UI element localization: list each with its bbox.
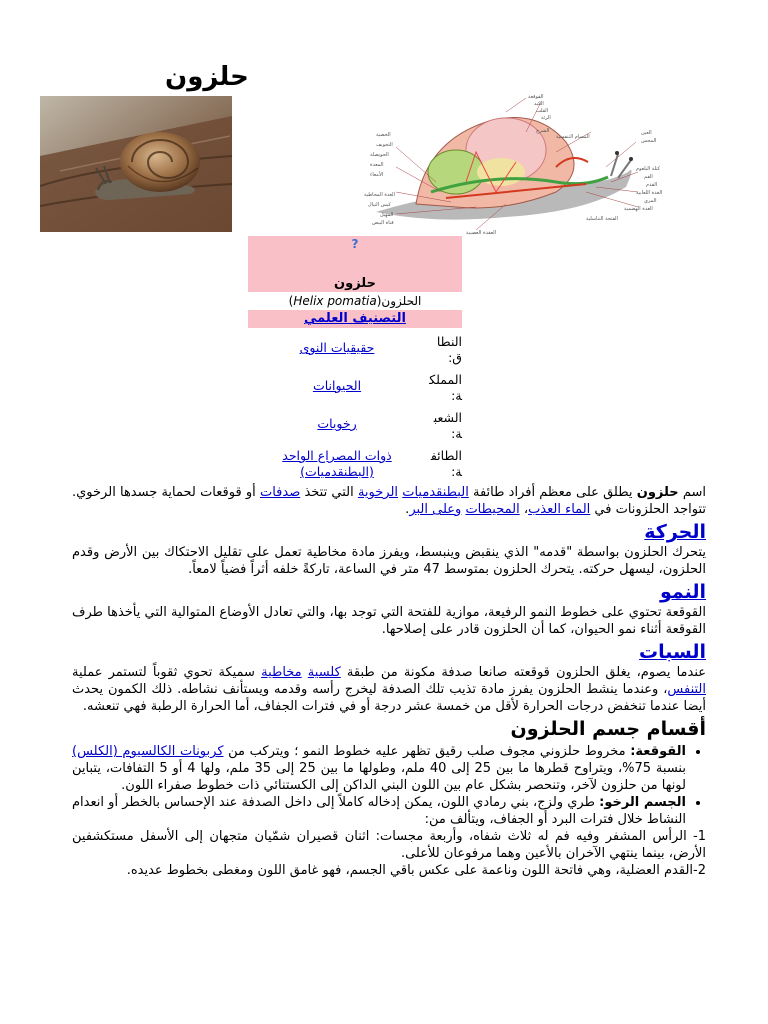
hibernation-text: ، وعندما ينشط الحلزون يفرز مادة تذيب تلك الصدفة ليخرج رأسه وقدمه ويستأنف نشاطه. ذلك الكمون يحدث أيضا عندما تنخفض درجات الحرارة لأقل من خمسة عشر درجة أو في فترات الجفاف، أما الحرارة الرطبة فهي تنعشه. [72,682,706,714]
binomial-latin: Helix pomatia [293,294,377,308]
mollusca-link[interactable]: الرخوية [357,485,399,500]
intro-text: يطلق على معظم أفراد طائفة [473,485,633,500]
taxobox-key: المملكة: [429,372,462,403]
intro-text: ، [523,502,529,517]
svg-text:الأمعاء: الأمعاء [370,172,384,178]
svg-text:الكبد: الكبد [534,101,544,107]
intro-text: . [405,502,410,517]
svg-text:القوقعة: القوقعة [528,94,544,100]
taxobox-key: النطاق: [436,334,462,365]
taxobox-binomial: الحلزون(Helix pomatia) [288,294,422,308]
svg-text:الفم: الفم [644,174,653,180]
svg-text:العقدة العصبية: العقدة العصبية [466,230,497,236]
calcareous-link[interactable]: كلسية [307,665,341,680]
oceans-link[interactable]: المحيطات [465,502,520,517]
svg-text:الرئة: الرئة [541,115,551,121]
gastropods-link[interactable]: البطنقدميات [402,485,469,500]
svg-text:الغدة المخاطية: الغدة المخاطية [364,192,395,198]
taxobox [248,236,462,480]
freshwater-link[interactable]: الماء العذب [528,502,591,517]
taxobox-header [248,236,462,292]
class-link[interactable]: ذوات المصراع الواحد (البطنقدميات) [282,448,392,479]
body-part-head: 1- الرأس المشفر وفيه فم له ثلاث شفاه، وأربعة مجسات: اثنان قصيران شمّيان متجهان إلى الأسفل مستكشفين الأرض، بينما ينتهي الآخران بالأعين وهما مرفوعان للأعلى. [72,829,706,861]
svg-text:القدم: القدم [646,182,658,188]
svg-text:القلب: القلب [536,108,549,114]
svg-text:الغدة الهضمية: الغدة الهضمية [624,206,653,212]
body-part-foot: 2-القدم العضلية، وهي فاتحة اللون وناعمة على عكس باقي الجسم، فهو غامق اللون ومغطى بخطوط عديده. [126,863,706,878]
hibernation-paragraph [72,664,706,715]
taxobox-key: الطائفة: [430,448,462,479]
taxobox-row-class [248,448,462,480]
phylum-link[interactable]: رخويات [317,416,357,431]
intro-text: التي تتخذ [304,485,354,500]
taxobox-name: حلزون [334,276,376,291]
movement-paragraph: يتحرك الحلزون بواسطة "قدمه" الذي ينقبض وينبسط، ويفرز مادة مخاطية تعمل على تقليل الاحتكاك بين الأرض وقدم الحلزون، ليسهل حركته. يتحرك الحلزون بمتوسط 47 متر في الساعة، تاركةً خلفه أثراً فضياً لامعاً. [72,545,706,577]
binomial-arabic: الحلزون [381,294,422,308]
svg-text:كيس النبال: كيس النبال [368,202,391,208]
svg-text:الخصية: الخصية [376,132,391,138]
svg-text:قناة البيض: قناة البيض [372,220,394,226]
snail-anatomy-diagram [356,92,662,238]
soft-body-text: طري ولزج، بني رمادي اللون، يمكن إدخاله كاملاً إلى داخل الصدفة عند الإحساس بالخطر أو انعدام النشاط خلال فترات البرد أو الجفاف، ويتألف من: [72,795,686,827]
calcium-carbonate-link[interactable]: كربونات الكالسيوم (الكلس) [72,744,224,759]
svg-text:العين: العين [641,130,652,136]
mucous-link[interactable]: مخاطية [261,665,302,680]
article-body [72,484,706,879]
taxobox-classification-header [248,310,462,328]
list-item [72,743,686,794]
svg-text:التجويف: التجويف [376,142,393,148]
intro-bold-word: حلزون [636,485,679,500]
body-parts-heading: أقسام جسم الحلزون [510,718,706,740]
taxobox-image-placeholder[interactable]: ? [351,237,359,251]
hibernation-text: سميكة تحوي ثقوباً لتستمر عملية [72,665,255,680]
domain-link[interactable]: حقيقيات النوى [299,340,375,355]
page-title: حلزون [165,62,249,92]
body-parts-list [72,743,706,828]
svg-text:المجس: المجس [641,138,657,144]
growth-heading[interactable]: النمو [659,581,706,603]
list-item [72,794,686,828]
shell-label: القوقعة: [630,744,686,759]
shell-text: بنسبة 75%، ويتراوح قطرها ما بين 25 إلى 40 ملم، وطولها ما بين 25 إلى 35 ملم، ولها 4 أو 5 التفافات، يتباين لونها من حلزون لآخر، وتنحصر بشكل عام بين اللون البني الداكن إلى الكستنائي ذات خطوط صفراء اللون. [72,761,686,793]
svg-text:المري: المري [644,198,657,204]
hibernation-text: عندما يصوم، يغلق الحلزون قوقعته صانعا صدفة مكونة من طبقة [346,665,706,680]
kingdom-link[interactable]: الحيوانات [312,378,362,393]
taxobox-row-kingdom [248,372,462,404]
respiration-link[interactable]: التنفس [667,682,706,697]
svg-text:الغدة اللعابية: الغدة اللعابية [636,190,662,196]
land-link[interactable]: وعلى البر [409,502,462,517]
svg-text:المهبل: المهبل [380,212,394,218]
taxobox-row-domain [248,334,462,366]
svg-text:الشرج: الشرج [536,128,550,134]
taxobox-row-phylum [248,410,462,442]
taxobox-key: الشعبة: [433,410,462,441]
intro-text: أو قوقعات لحماية جسدها الرخوي. تتواجد الحلزونات في [72,485,706,517]
soft-body-label: الجسم الرخو: [599,795,686,810]
snail-photo [40,96,232,232]
scientific-classification-link[interactable]: التصنيف العلمي [304,311,406,326]
intro-paragraph [72,484,706,518]
shells-link[interactable]: صدفات [259,485,301,500]
svg-text:الفتحة التناسلية: الفتحة التناسلية [586,216,618,222]
svg-text:المعدة: المعدة [370,162,384,168]
svg-text:المسام التنفسية: المسام التنفسية [556,134,590,140]
shell-text: مخروط حلزوني مجوف صلب رقيق تظهر عليه خطوط النمو ؛ ويتركب من [228,744,626,759]
hibernation-heading[interactable]: السبات [639,641,706,663]
svg-text:الحويصلة: الحويصلة [370,152,389,158]
svg-text:كتلة البلعوم: كتلة البلعوم [636,166,660,172]
growth-paragraph: القوقعة تحتوي على خطوط النمو الرفيعة، موازية للفتحة التي توجد بها، والتي تعادل الأوضاع المتوالية التي يأخذها طرف القوقعة أثناء نمو الحيوان، كما أن الحلزون قادر على إصلاحها. [72,605,706,637]
intro-text: اسم [682,485,707,500]
movement-heading[interactable]: الحركة [644,521,706,543]
